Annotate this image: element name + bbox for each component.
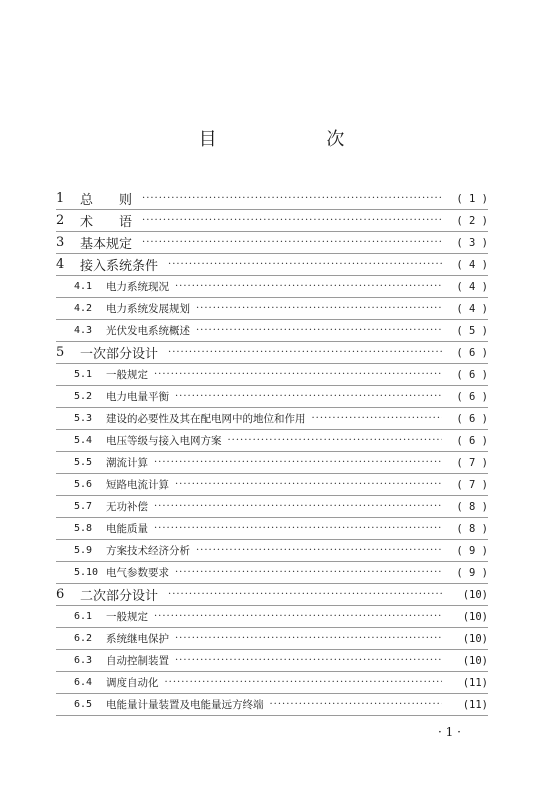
- toc-entry[interactable]: [56, 210, 488, 232]
- toc-entry[interactable]: [56, 694, 488, 716]
- toc-label: 电气参数要求: [106, 567, 169, 579]
- toc-entry[interactable]: [56, 562, 488, 584]
- page-title: 目 次: [198, 129, 397, 150]
- toc-number: 6.2: [74, 633, 93, 644]
- toc-number: 5.1: [74, 369, 93, 380]
- toc-entry[interactable]: [56, 298, 488, 320]
- toc-label: 基本规定: [80, 237, 133, 252]
- toc-number: 6: [56, 587, 65, 602]
- toc-page: ( 9 ): [456, 544, 488, 557]
- toc-number: 2: [56, 213, 65, 228]
- toc-number: 6.1: [74, 611, 93, 622]
- toc-label: 短路电流计算: [106, 479, 169, 491]
- toc-label: 一次部分设计: [80, 347, 159, 362]
- toc-entry[interactable]: [56, 452, 488, 474]
- toc-page: ( 5 ): [456, 324, 488, 337]
- toc-page: ( 6 ): [456, 412, 488, 425]
- toc-entry[interactable]: [56, 584, 488, 606]
- toc-page: ( 8 ): [456, 522, 488, 535]
- toc-number: 5.7: [74, 501, 93, 512]
- toc-page: (10): [462, 610, 488, 623]
- toc-label: 电力系统现况: [106, 281, 169, 293]
- toc-label: 方案技术经济分析: [106, 545, 190, 557]
- toc-page: ( 7 ): [456, 478, 488, 491]
- toc-number: 5.6: [74, 479, 93, 490]
- toc-label: 光伏发电系统概述: [106, 325, 190, 337]
- dot-leader: [154, 369, 442, 380]
- toc-label: 调度自动化: [106, 677, 159, 689]
- toc-page: ( 8 ): [456, 500, 488, 513]
- dot-leader: [270, 699, 443, 710]
- toc-number: 5.3: [74, 413, 93, 424]
- toc-entry[interactable]: [56, 320, 488, 342]
- dot-leader: [168, 589, 442, 600]
- toc-page: (10): [462, 632, 488, 645]
- toc-entry[interactable]: [56, 408, 488, 430]
- toc-label: 潮流计算: [106, 457, 148, 469]
- toc-entry[interactable]: [56, 672, 488, 694]
- toc-label: 总 则: [80, 193, 133, 208]
- toc-number: 6.4: [74, 677, 93, 688]
- toc-entry[interactable]: [56, 430, 488, 452]
- toc-page: ( 4 ): [456, 258, 488, 271]
- dot-leader: [168, 347, 442, 358]
- toc-entry[interactable]: [56, 386, 488, 408]
- dot-leader: [312, 413, 443, 424]
- toc-number: 5: [56, 345, 65, 360]
- toc-entry[interactable]: [56, 364, 488, 386]
- toc-number: 5.2: [74, 391, 93, 402]
- toc-entry[interactable]: [56, 518, 488, 540]
- page-number: · 1 ·: [438, 725, 461, 739]
- toc-label: 二次部分设计: [80, 589, 159, 604]
- toc-entry[interactable]: [56, 650, 488, 672]
- toc-label: 电力系统发展规划: [106, 303, 190, 315]
- dot-leader: [165, 677, 443, 688]
- toc-entry[interactable]: [56, 496, 488, 518]
- toc-entry[interactable]: [56, 342, 488, 364]
- toc-entry[interactable]: [56, 276, 488, 298]
- toc-number: 5.10: [74, 567, 99, 578]
- toc-number: 4.1: [74, 281, 93, 292]
- toc-label: 无功补偿: [106, 501, 148, 513]
- toc-page: ( 3 ): [456, 236, 488, 249]
- toc-page: ( 6 ): [456, 390, 488, 403]
- dot-leader: [175, 655, 442, 666]
- toc-page: ( 7 ): [456, 456, 488, 469]
- toc-page: (11): [462, 698, 488, 711]
- toc-entry[interactable]: [56, 628, 488, 650]
- toc-page: ( 6 ): [456, 368, 488, 381]
- toc-page: (10): [462, 588, 488, 601]
- toc-number: 5.4: [74, 435, 93, 446]
- toc-label: 建设的必要性及其在配电网中的地位和作用: [106, 413, 306, 425]
- toc-entry[interactable]: [56, 232, 488, 254]
- toc-page: ( 6 ): [456, 346, 488, 359]
- toc-page: ( 4 ): [456, 280, 488, 293]
- dot-leader: [168, 259, 442, 270]
- toc-number: 5.8: [74, 523, 93, 534]
- toc-number: 5.9: [74, 545, 93, 556]
- toc-page: ( 2 ): [456, 214, 488, 227]
- dot-leader: [228, 435, 443, 446]
- toc-entry[interactable]: [56, 188, 488, 210]
- dot-leader: [196, 545, 442, 556]
- toc-entry[interactable]: [56, 606, 488, 628]
- toc-number: 5.5: [74, 457, 93, 468]
- toc-label: 系统继电保护: [106, 633, 169, 645]
- toc-number: 3: [56, 235, 65, 250]
- toc-number: 4.2: [74, 303, 93, 314]
- toc-number: 6.3: [74, 655, 93, 666]
- toc-label: 一般规定: [106, 611, 148, 623]
- toc-entry[interactable]: [56, 254, 488, 276]
- dot-leader: [175, 391, 442, 402]
- dot-leader: [154, 523, 442, 534]
- dot-leader: [142, 193, 442, 204]
- dot-leader: [196, 325, 442, 336]
- toc-entry[interactable]: [56, 540, 488, 562]
- dot-leader: [175, 281, 442, 292]
- toc-label: 接入系统条件: [80, 259, 159, 274]
- toc-label: 电能质量: [106, 523, 148, 535]
- toc-page: ( 1 ): [456, 192, 488, 205]
- toc-page: ( 4 ): [456, 302, 488, 315]
- dot-leader: [175, 479, 442, 490]
- dot-leader: [175, 633, 442, 644]
- toc-label: 电力电量平衡: [106, 391, 169, 403]
- dot-leader: [154, 611, 442, 622]
- toc-label: 术 语: [80, 215, 133, 230]
- toc-label: 一般规定: [106, 369, 148, 381]
- toc-page: ( 6 ): [456, 434, 488, 447]
- toc-page: (11): [462, 676, 488, 689]
- toc-label: 电压等级与接入电网方案: [106, 435, 222, 447]
- toc-page: ( 9 ): [456, 566, 488, 579]
- dot-leader: [196, 303, 442, 314]
- dot-leader: [154, 457, 442, 468]
- toc-number: 4.3: [74, 325, 93, 336]
- dot-leader: [142, 237, 442, 248]
- toc-number: 4: [56, 257, 65, 272]
- toc-number: 6.5: [74, 699, 93, 710]
- toc-label: 电能量计量装置及电能量远方终端: [106, 699, 264, 711]
- dot-leader: [142, 215, 442, 226]
- toc-number: 1: [56, 191, 65, 206]
- toc-entry[interactable]: [56, 474, 488, 496]
- table-of-contents: [56, 188, 488, 716]
- toc-label: 自动控制装置: [106, 655, 169, 667]
- toc-page: (10): [462, 654, 488, 667]
- dot-leader: [175, 567, 442, 578]
- dot-leader: [154, 501, 442, 512]
